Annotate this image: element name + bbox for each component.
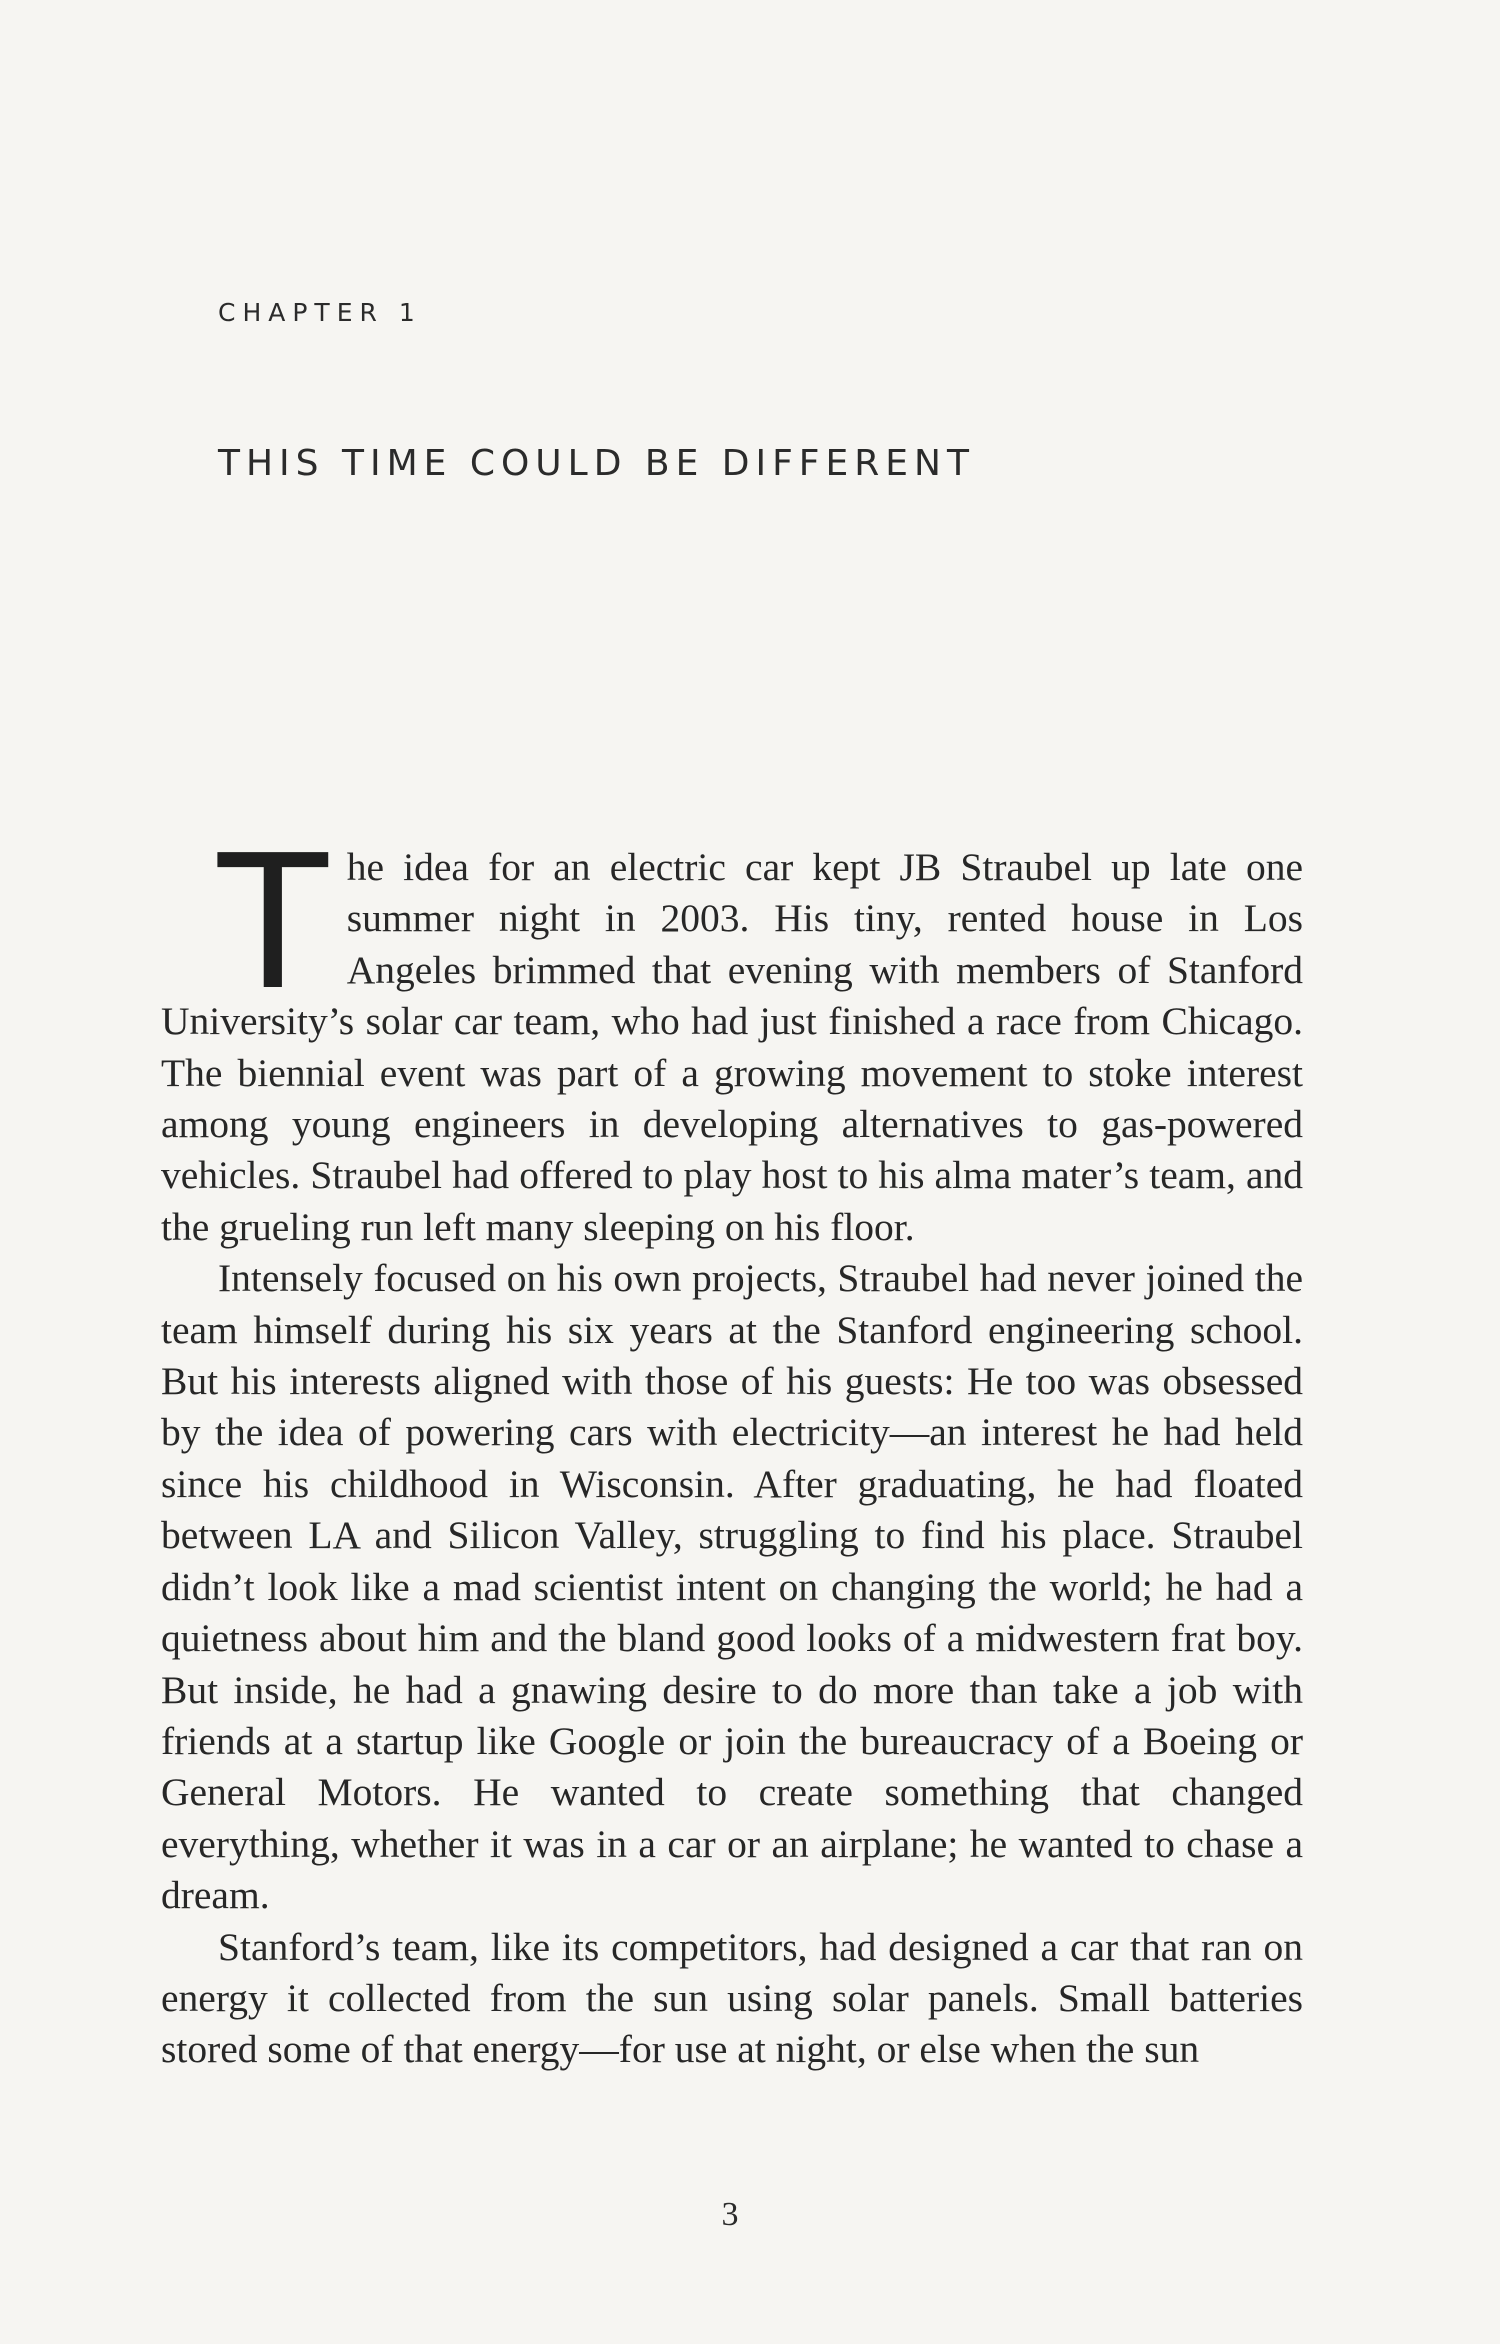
drop-cap: T — [213, 810, 333, 1029]
chapter-label: CHAPTER 1 — [218, 298, 422, 327]
paragraph-3: Stanford’s team, like its competitors, had designed a car that ran on energy it collected from the sun using solar panels. Small batteries stored some of that energy—for use at night, or else when the sun — [161, 1924, 1303, 2072]
chapter-title: THIS TIME COULD BE DIFFERENT — [218, 443, 975, 484]
paragraph-1-text: he idea for an electric car kept JB Straubel up late one summer night in 2003. His tiny, rented house in Los Angeles brimmed that evening with members of Stanford University’s solar car team, who had just finished a race from Chicago. The biennial event was part of a growing movement to stoke interest among young engineers in developing alternatives to gas-powered vehicles. Straubel had offered to play host to his alma mater’s team, and the grueling run left many sleeping on his floor. — [161, 845, 1303, 1249]
page-number: 3 — [721, 2196, 739, 2233]
paragraph-2: Intensely focused on his own projects, Straubel had never joined the team himself during his six years at the Stanford engineering school. But his interests aligned with those of his guests: He too was obsessed by the idea of powering cars with electricity—an interest he had held since his childhood in Wisconsin. After graduating, he had floated between LA and Silicon Valley, struggling to find his place. Straubel didn’t look like a mad scientist intent on changing the world; he had a quietness about him and the bland good looks of a midwestern frat boy. But inside, he had a gnawing desire to do more than take a job with friends at a startup like Google or join the bureaucracy of a Boeing or General Motors. He wanted to create something that changed everything, whether it was in a car or an airplane; he wanted to chase a dream. — [161, 1256, 1303, 1918]
chapter-body — [161, 810, 1303, 2076]
paragraph-1 — [161, 810, 1303, 1253]
